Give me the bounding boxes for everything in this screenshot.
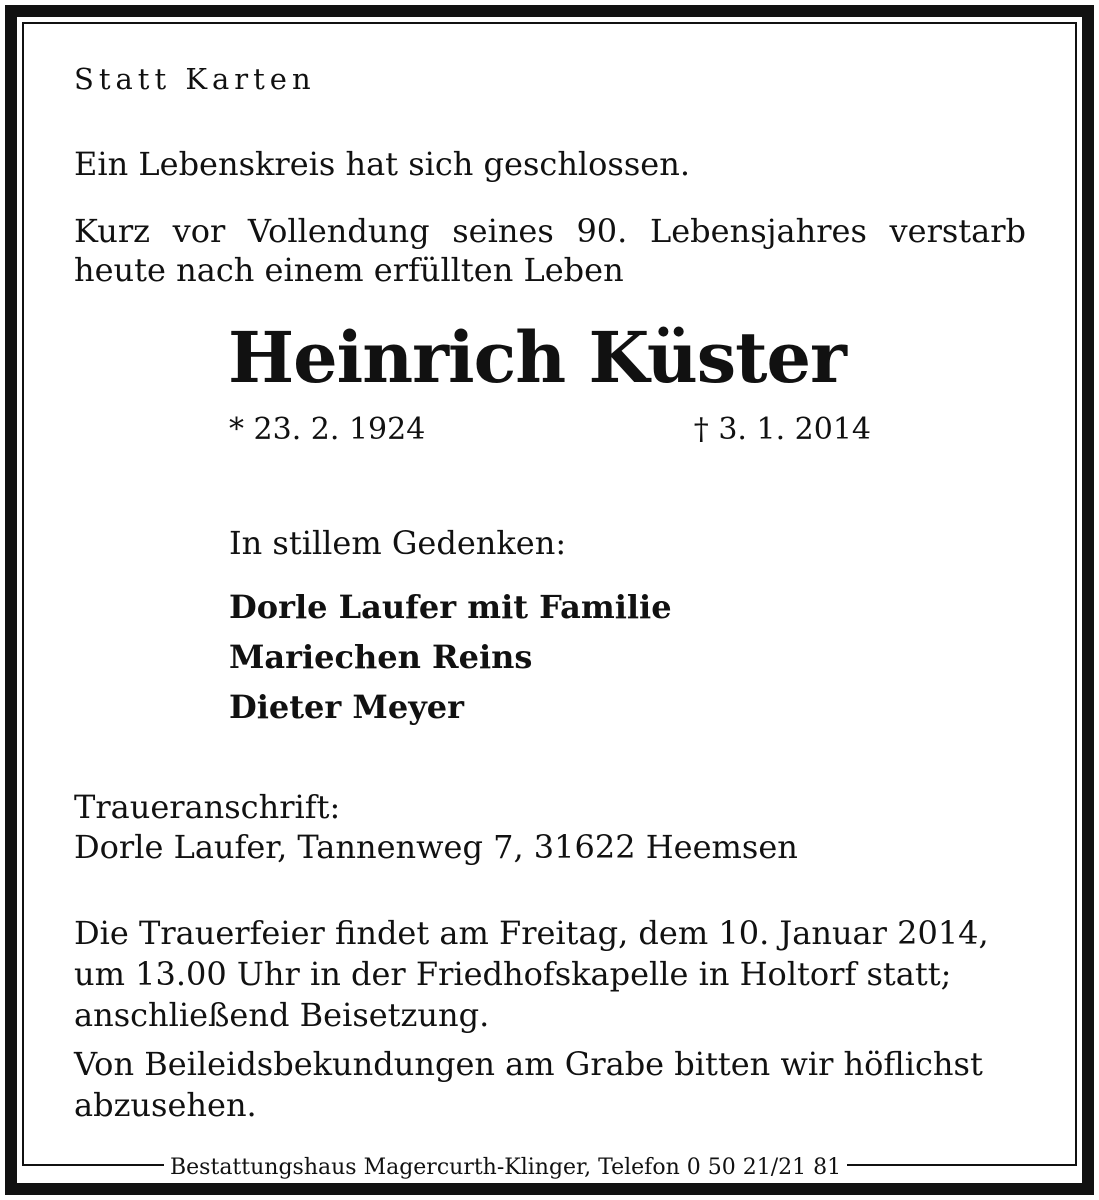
condolence-line-2: abzusehen. <box>74 1086 257 1124</box>
header-text: Statt Karten <box>74 62 316 96</box>
word: 90. <box>576 212 628 250</box>
deceased-name: Heinrich Küster <box>228 316 846 399</box>
notice-inner-border <box>22 22 1077 1180</box>
birth-date: * 23. 2. 1924 <box>229 412 426 447</box>
mourner: Dorle Laufer mit Familie <box>229 588 672 626</box>
ceremony-line-1: Die Trauerfeier findet am Freitag, dem 10. Januar 2014, <box>74 914 989 952</box>
death-announcement-line-1 <box>74 211 1026 252</box>
funeral-home-footer: Bestattungshaus Magercurth-Klinger, Telefon 0 50 21/21 81 <box>164 1155 847 1180</box>
life-dates <box>229 412 871 447</box>
word: Kurz <box>74 212 150 250</box>
word: vor <box>172 212 226 250</box>
mourner: Mariechen Reins <box>229 638 533 676</box>
word: verstarb <box>889 212 1026 250</box>
ceremony-line-2: um 13.00 Uhr in der Friedhofskapelle in Holtorf statt; <box>74 955 952 993</box>
ceremony-line-3: anschließend Beisetzung. <box>74 996 490 1034</box>
address-text: Dorle Laufer, Tannenweg 7, 31622 Heemsen <box>74 828 798 866</box>
mourner: Dieter Meyer <box>229 688 464 726</box>
memorial-heading: In stillem Gedenken: <box>229 524 567 562</box>
death-announcement-line-2: heute nach einem erfüllten Leben <box>74 251 624 289</box>
intro-text: Ein Lebenskreis hat sich geschlossen. <box>74 145 690 183</box>
word: Lebensjahres <box>649 212 867 250</box>
address-label: Traueranschrift: <box>74 788 341 826</box>
word: Vollendung <box>247 212 430 250</box>
word: seines <box>452 212 554 250</box>
mourners-list <box>229 582 672 732</box>
condolence-line-1: Von Beileidsbekundungen am Grabe bitten wir höflichst <box>74 1045 983 1083</box>
death-date: † 3. 1. 2014 <box>693 412 871 447</box>
